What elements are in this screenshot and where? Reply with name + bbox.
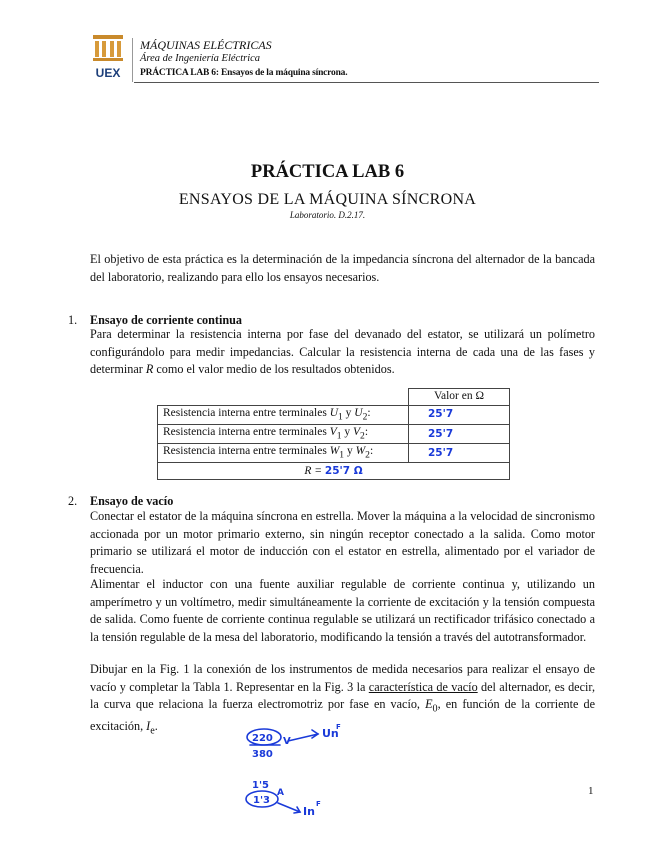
practice-reference: PRÁCTICA LAB 6: Ensayos de la máquina síncrona. — [140, 68, 348, 78]
lab-location: Laboratorio. D.2.17. — [289, 210, 366, 220]
mean-resistance: R = 25'7 Ω — [158, 463, 510, 480]
row-label: Resistencia interna entre terminales $U_1$ y $U_2$: — [158, 405, 409, 424]
section-title: Ensayo de vacío — [90, 494, 174, 508]
table-header-value: Valor en Ω — [409, 389, 510, 406]
row-label: Resistencia interna entre terminales $W_1$ y $W_2$: — [158, 444, 409, 463]
practice-subtitle: ENSAYOS DE LA MÁQUINA SÍNCRONA — [178, 191, 477, 208]
hw-rated-voltage-sup: F — [336, 723, 341, 731]
hw-rated-current: In — [303, 805, 315, 818]
row-value: 25'7 — [409, 405, 510, 424]
hw-voltage-line: 380 — [252, 749, 273, 760]
intro-paragraph: El objetivo de esta práctica es la determinación de la impedancia síncrona del alternador de la bancada del laboratorio, realizando para ello los ensayos necesarios. — [90, 252, 595, 284]
course-name: MÁQUINAS ELÉCTRICAS — [140, 38, 272, 52]
row-value: 25'7 — [409, 424, 510, 443]
svg-text:UEX: UEX — [95, 66, 121, 80]
row-value: 25'7 — [409, 444, 510, 463]
hw-rated-voltage: Un — [322, 727, 339, 740]
row-label: Resistencia interna entre terminales $V_1$ y $V_2$: — [158, 424, 409, 443]
section-2-paragraph-1: Conectar el estator de la máquina síncrona en estrella. Mover la máquina a la velocidad de sincronismo accionada por un motor primario externo, sin ningún receptor conectado a la salida. Como motor primario se utilizará el motor de inducción con el estator en estrella, alimentado por el variador de frecuencia. — [90, 509, 595, 576]
open-circuit-characteristic-term: característica de vacío — [368, 679, 478, 694]
section-2-paragraph-3: Dibujar en la Fig. 1 la conexión de los instrumentos de medida necesarios para realizar el ensayo de vacío y completar la Tabla 1. Representar en la Fig. 3 la característica de vacío del alternador, es decir, la curva que relaciona la fuerza electromotriz por fase en vacío, $E_0$, en función de la corriente de excitación, $I_e$. — [90, 662, 596, 737]
hw-voltage-phase: 220 — [252, 733, 273, 744]
section-1-text: Para determinar la resistencia interna por fase del devanado del estator, se utilizará un polímetro configurándolo para medir impedancias. Calcular la resistencia interna de cada una de las fases y determinar R como el valor medio de los resultados obtenidos. — [90, 327, 595, 377]
practice-title: PRÁCTICA LAB 6 — [250, 162, 405, 182]
section-2-paragraph-2: Alimentar el inductor con una fuente auxiliar regulable de corriente continua y, utilizando un amperímetro y un voltímetro, medir simultáneamente la corriente de excitación y la tensión compuesta de salida. Como fuente de corriente continua regulable se utilizará un rectificador trifásico conectado a la tensión regulable de la mesa del laboratorio, modificando la tensión a través del autotransformador. — [90, 577, 595, 644]
hw-current-top: 1'5 — [252, 780, 269, 791]
department: Área de Ingeniería Eléctrica — [140, 53, 261, 64]
section-title: Ensayo de corriente continua — [90, 313, 242, 327]
page-number: 1 — [588, 785, 594, 797]
section-number: 2. — [68, 494, 78, 508]
hw-current-value: 1'3 — [253, 795, 270, 806]
hw-current-unit: A — [277, 788, 284, 798]
section-number: 1. — [68, 313, 78, 327]
hw-voltage-unit: V — [283, 736, 291, 747]
hw-rated-current-sup: F — [316, 800, 321, 808]
